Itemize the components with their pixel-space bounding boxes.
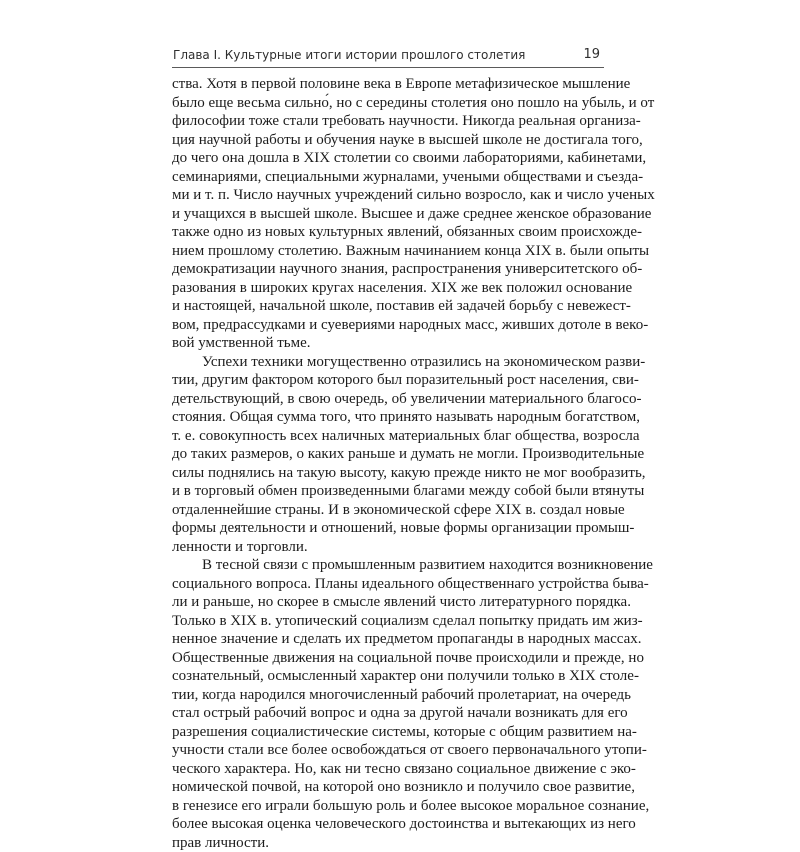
page-number: 19 [583,47,600,62]
paragraph [172,75,604,353]
text-line: также одно из новых культурных явлений, обязанных своим происхожде- [172,223,604,242]
text-line: разования в широких кругах населения. XIX же век положил основание [172,279,604,298]
text-line: учности стали все более освобождаться от своего первоначального утопи- [172,741,604,760]
text-line: силы поднялись на такую высоту, какую прежде никто не мог вообразить, [172,464,604,483]
text-line: разрешения социалистические системы, которые с общим развитием на- [172,723,604,742]
text-line: до таких размеров, о каких раньше и думать не могли. Производительные [172,445,604,464]
text-line: тии, другим фактором которого был поразительный рост населения, сви- [172,371,604,390]
text-line: до чего она дошла в XIX столетии со своими лабораториями, кабинетами, [172,149,604,168]
text-line: Успехи техники могущественно отразились на экономическом разви- [172,353,604,372]
text-line: Общественные движения на социальной почве происходили и прежде, но [172,649,604,668]
text-line: социального вопроса. Планы идеального общественнаго устройства быва- [172,575,604,594]
text-line: ленности и торговли. [172,538,604,557]
text-line: ли и раньше, но скорее в смысле явлений чисто литературного порядка. [172,593,604,612]
text-line: философии тоже стали требовать научности. Никогда реальная организа- [172,112,604,131]
text-line: в генезисе его играли большую роль и более высокое моральное сознание, [172,797,604,816]
text-line: отдаленнейшие страны. И в экономической сфере XIX в. создал новые [172,501,604,520]
text-line: ства. Хотя в первой половине века в Европе метафизическое мышление [172,75,604,94]
text-line: более высокая оценка человеческого достоинства и вытекающих из него [172,815,604,834]
text-line: ми и т. п. Число научных учреждений сильно возросло, как и число ученых [172,186,604,205]
text-line: сознательный, осмысленный характер они получили только в XIX столе- [172,667,604,686]
text-line: прав личности. [172,834,604,852]
text-line: В тесной связи с промышленным развитием находится возникновение [172,556,604,575]
chapter-title: Глава I. Культурные итоги истории прошлого столетия [173,48,525,62]
text-line: было еще весьма сильно́, но с середины столетия оно пошло на убыль, и от [172,94,604,113]
text-line: т. е. совокупность всех наличных материальных благ общества, возросла [172,427,604,446]
text-line: ческого характера. Но, как ни тесно связано социальное движение с эко- [172,760,604,779]
text-line: и в торговый обмен произведенными благами между собой были втянуты [172,482,604,501]
text-line: формы деятельности и отношений, новые формы организации промыш- [172,519,604,538]
text-line: семинариями, специальными журналами, учеными обществами и съезда- [172,168,604,187]
running-head [172,45,604,68]
text-line: демократизации научного знания, распространения университетского об- [172,260,604,279]
text-line: стал острый рабочий вопрос и одна за другой начали возникать для его [172,704,604,723]
text-line: стояния. Общая сумма того, что принято называть народным богатством, [172,408,604,427]
text-line: и настоящей, начальной школе, поставив ей задачей борьбу с невежест- [172,297,604,316]
text-line: ненное значение и сделать их предметом пропаганды в народных массах. [172,630,604,649]
text-line: нием прошлому столетию. Важным начинанием конца XIX в. были опыты [172,242,604,261]
text-line: ция научной работы и обучения науке в высшей школе не достигала того, [172,131,604,150]
text-line: и учащихся в высшей школе. Высшее и даже среднее женское образование [172,205,604,224]
text-line: вом, предрассудками и суевериями народных масс, живших дотоле в веко- [172,316,604,335]
text-line: вой умственной тьме. [172,334,604,353]
text-line: тии, когда народился многочисленный рабочий пролетариат, на очередь [172,686,604,705]
paragraph [172,556,604,852]
text-line: Только в XIX в. утопический социализм сделал попытку придать им жиз- [172,612,604,631]
paragraph [172,353,604,557]
text-line: детельствующий, в свою очередь, об увеличении материального благосо- [172,390,604,409]
text-line: номической почвой, на которой оно возникло и получило свое развитие, [172,778,604,797]
body-text [172,75,604,852]
